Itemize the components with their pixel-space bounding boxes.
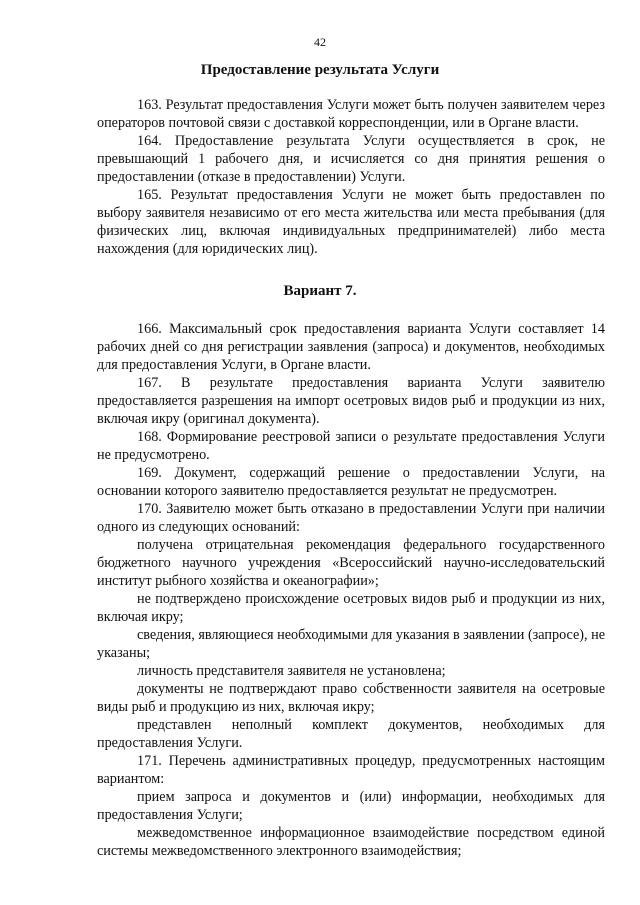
paragraph-170: 170. Заявителю может быть отказано в предоставлении Услуги при наличии одного из следующих оснований:: [97, 501, 605, 535]
refusal-ground-item: документы не подтверждают право собственности заявителя на осетровые виды рыб и продукцию из них, включая икру;: [97, 681, 605, 715]
refusal-ground-item: сведения, являющиеся необходимыми для указания в заявлении (запросе), не указаны;: [97, 627, 605, 661]
paragraph-164: 164. Предоставление результата Услуги осуществляется в срок, не превышающий 1 рабочего дня, и исчисляется со дня принятия решения о предоставлении (отказе в предоставлении) Услуги.: [97, 133, 605, 185]
procedure-item: межведомственное информационное взаимодействие посредством единой системы межведомственного электронного взаимодействия;: [97, 825, 605, 859]
refusal-ground-item: представлен неполный комплект документов, необходимых для предоставления Услуги.: [97, 717, 605, 751]
refusal-ground-item: не подтверждено происхождение осетровых видов рыб и продукции из них, включая икру;: [97, 591, 605, 625]
paragraph-163: 163. Результат предоставления Услуги может быть получен заявителем через операторов почтовой связи с доставкой корреспонденции, или в Органе власти.: [97, 97, 605, 131]
page-number: 42: [314, 35, 326, 49]
procedure-item: прием запроса и документов и (или) информации, необходимых для предоставления Услуги;: [97, 789, 605, 823]
paragraph-167: 167. В результате предоставления варианта Услуги заявителю предоставляется разрешения на импорт осетровых видов рыб и продукции из них, включая икру (оригинал документа).: [97, 375, 605, 427]
section-heading-variant-7: Вариант 7.: [283, 283, 357, 299]
section-variant-7-body: [97, 320, 605, 860]
paragraph-169: 169. Документ, содержащий решение о предоставлении Услуги, на основании которого заявителю предоставляется результат не предусмотрен.: [97, 465, 605, 499]
paragraph-165: 165. Результат предоставления Услуги не может быть предоставлен по выбору заявителя независимо от его места жительства или места пребывания (для физических лиц, включая индивидуальных предпринимателей) либо места нахождения (для юридических лиц).: [97, 187, 605, 257]
paragraph-168: 168. Формирование реестровой записи о результате предоставления Услуги не предусмотрено.: [97, 429, 605, 463]
refusal-ground-item: получена отрицательная рекомендация федерального государственного бюджетного научного учреждения «Всероссийский научно-исследовательский институт рыбного хозяйства и океанографии»;: [97, 537, 605, 589]
section-heading-result: Предоставление результата Услуги: [200, 62, 440, 78]
refusal-ground-item: личность представителя заявителя не установлена;: [137, 663, 446, 679]
paragraph-166: 166. Максимальный срок предоставления варианта Услуги составляет 14 рабочих дней со дня регистрации заявления (запроса) и документов, необходимых для предоставления Услуги, в Органе власти.: [97, 321, 605, 373]
section-result-body: [97, 96, 605, 258]
paragraph-171: 171. Перечень административных процедур, предусмотренных настоящим вариантом:: [97, 753, 605, 787]
